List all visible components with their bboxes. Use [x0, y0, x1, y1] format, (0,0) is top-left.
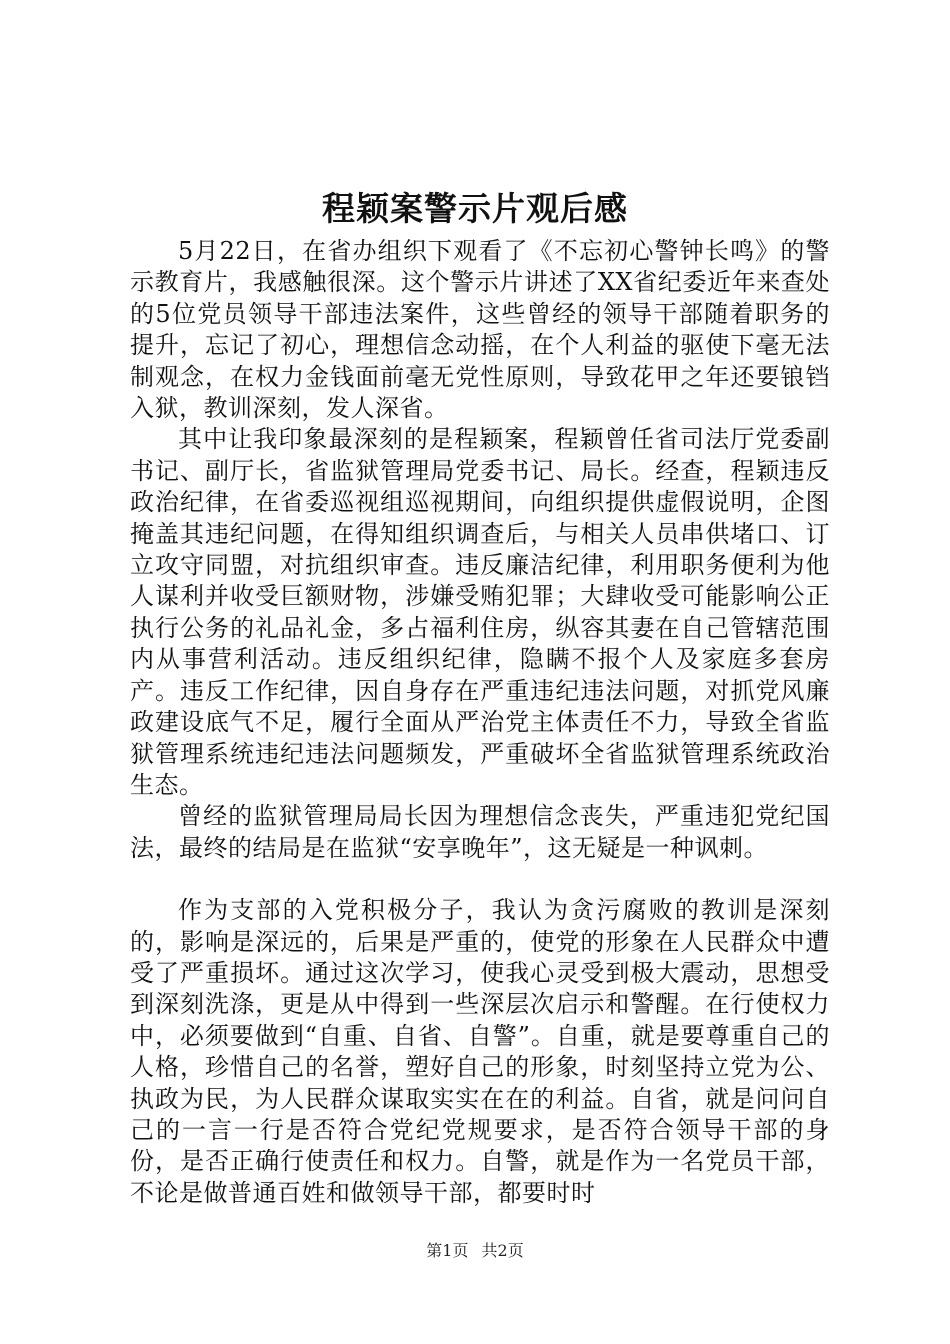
paragraph-1: 5月22日，在省办组织下观看了《不忘初心警钟长鸣》的警示教育片，我感触很深。这个警示片讲述了XX省纪委近年来查处的5位党员领导干部违法案件，这些曾经的领导干部随着职务的提升，忘记了初心，理想信念动摇，在个人利益的驱使下毫无法制观念，在权力金钱面前毫无党性原则，导致花甲之年还要锒铛入狱，教训深刻，发人深省。 [130, 237, 830, 423]
page-number: 第1页 [426, 1241, 469, 1260]
paragraph-spacer [130, 864, 830, 895]
paragraph-2: 其中让我印象最深刻的是程颖案，程颖曾任省司法厅党委副书记、副厅长，省监狱管理局党委书记、局长。经查，程颖违反政治纪律，在省委巡视组巡视期间，向组织提供虚假说明，企图掩盖其违纪问题，在得知组织调查后，与相关人员串供堵口、订立攻守同盟，对抗组织审查。违反廉洁纪律，利用职务便利为他人谋利并收受巨额财物，涉嫌受贿犯罪；大肆收受可能影响公正执行公务的礼品礼金，多占福利住房，纵容其妻在自己管辖范围内从事营利活动。违反组织纪律，隐瞒不报个人及家庭多套房产。违反工作纪律，因自身存在严重违纪违法问题，对抓党风廉政建设底气不足，履行全面从严治党主体责任不力，导致全省监狱管理系统违纪违法问题频发，严重破坏全省监狱管理系统政治生态。 [130, 425, 830, 799]
page-count: 共2页 [481, 1241, 524, 1260]
document-title: 程颖案警示片观后感 [322, 189, 628, 228]
document-body [130, 236, 830, 1209]
page-footer [0, 1240, 950, 1262]
paragraph-3: 曾经的监狱管理局局长因为理想信念丧失，严重违犯党纪国法，最终的结局是在监狱“安享晚年”，这无疑是一种讽刺。 [130, 802, 830, 862]
paragraph-4: 作为支部的入党积极分子，我认为贪污腐败的教训是深刻的，影响是深远的，后果是严重的，使党的形象在人民群众中遭受了严重损坏。通过这次学习，使我心灵受到极大震动，思想受到深刻洗涤，更是从中得到一些深层次启示和警醒。在行使权力中，必须要做到“自重、自省、自警”。自重，就是要尊重自己的人格，珍惜自己的名誉，塑好自己的形象，时刻坚持立党为公、执政为民，为人民群众谋取实实在在的利益。自省，就是问问自己的一言一行是否符合党纪党规要求，是否符合领导干部的身份，是否正确行使责任和权力。自警，就是作为一名党员干部，不论是做普通百姓和做领导干部，都要时时 [130, 896, 830, 1207]
